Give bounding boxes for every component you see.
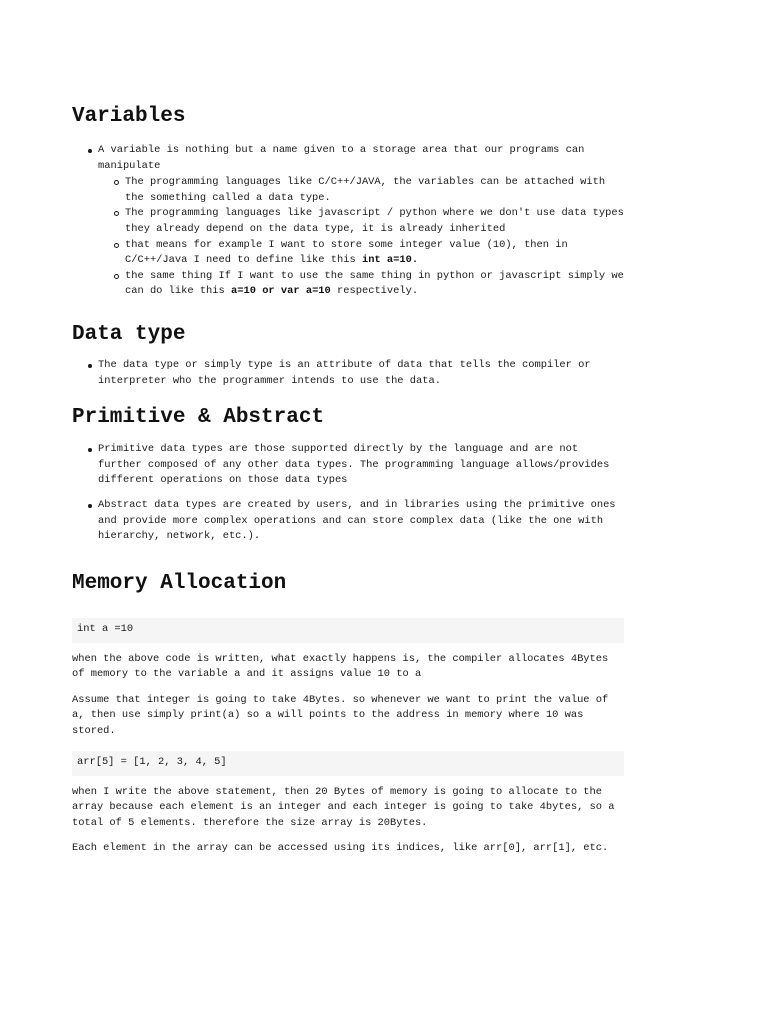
paragraph: when the above code is written, what exactly happens is, the compiler allocates 4Bytes of memory to the variable a and it assigns value 10 to a [72, 652, 609, 681]
paragraph: when I write the above statement, then 20 Bytes of memory is going to allocate to the array because each element is an integer and each integer is going to take 4bytes, so a total of 5 elements. therefore the size array is 20Bytes. [72, 785, 615, 829]
data-type-list [72, 358, 624, 389]
variables-list [72, 143, 624, 300]
heading-primitive-abstract: Primitive & Abstract [72, 406, 325, 430]
list-item-text: respectively. [330, 285, 419, 298]
list-item: The programming languages like C/C++/JAVA, the variables can be attached with the something called a data type. [98, 175, 624, 206]
list-item-text: that means for example I want to store some integer value (10), then in C/C++/Java I need to define like this [125, 238, 568, 267]
heading-data-type: Data type [72, 322, 186, 346]
document-content [72, 103, 624, 857]
list-item [72, 143, 624, 300]
list-item: Primitive data types are those supported directly by the language and are not further composed of any other data types. The programming language allows/provides different operations on those data types [72, 442, 624, 489]
heading-variables: Variables [72, 105, 186, 128]
list-item: The data type or simply type is an attribute of data that tells the compiler or interpreter who the programmer intends to use the data. [72, 358, 624, 389]
primitive-list [72, 442, 624, 545]
variables-sublist [98, 175, 624, 300]
list-item-text: A variable is nothing but a name given to a storage area that our programs can manipulate [98, 144, 585, 172]
paragraph: Each element in the array can be accessed using its indices, like arr[0], arr[1], etc. [72, 842, 609, 855]
paragraph: Assume that integer is going to take 4Bytes. so whenever we want to print the value of a, then use simply print(a) so a will points to the address in memory where 10 was stored. [72, 693, 609, 738]
list-item: The programming languages like javascript / python where we don't use data types they already depend on the data type, it is already inherited [98, 206, 624, 237]
inline-code-bold: a=10 or var a=10 [231, 285, 331, 298]
code-block: arr[5] = [1, 2, 3, 4, 5] [72, 751, 624, 776]
list-item [98, 238, 624, 269]
list-item: Abstract data types are created by users, and in libraries using the primitive ones and provide more complex operations and can store complex data (like the one with hierarchy, network, etc.). [72, 498, 624, 545]
list-item-text: the same thing If I want to use the same thing in python or javascript simply we can do like this [125, 269, 624, 298]
list-item [98, 269, 624, 300]
inline-code-bold: int a=10. [361, 254, 419, 267]
heading-memory-allocation: Memory Allocation [72, 571, 287, 595]
code-block: int a =10 [72, 618, 624, 643]
